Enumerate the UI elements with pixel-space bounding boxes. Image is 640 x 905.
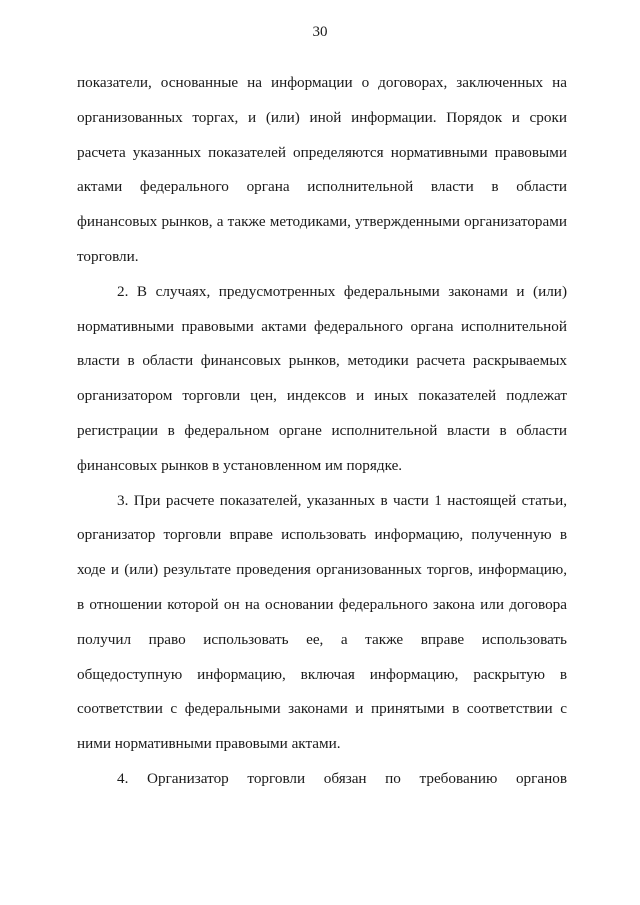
paragraph-item-3 [77, 484, 567, 762]
document-body [77, 66, 567, 797]
paragraph-item-4 [77, 762, 567, 797]
text-line: организованных торгах, и (или) иной информации. Порядок и сроки [77, 108, 567, 126]
paragraph-continuation [77, 66, 567, 275]
text-line: организатор торговли вправе использовать информацию, полученную в [77, 526, 567, 544]
paragraph-item-2 [77, 275, 567, 484]
text-line: показатели, основанные на информации о договорах, заключенных на [77, 74, 567, 91]
text-line: организатором торговли цен, индексов и иных показателей подлежат [77, 387, 567, 405]
page-number: 30 [312, 24, 328, 40]
text-line: расчета указанных показателей определяются нормативными правовыми [77, 143, 567, 161]
text-line: в отношении которой он на основании федерального закона или договора [77, 595, 567, 613]
text-line: финансовых рынков в установленном им порядке. [77, 456, 403, 474]
text-line: общедоступную информацию, включая информацию, раскрытую в [77, 665, 567, 683]
text-line: ходе и (или) результате проведения организованных торгов, информацию, [77, 561, 567, 579]
text-line: соответствии с федеральными законами и принятыми в соответствии с [77, 700, 567, 718]
text-line: нормативными правовыми актами федерального органа исполнительной [77, 317, 567, 335]
text-line: регистрации в федеральном органе исполнительной власти в области [77, 421, 567, 439]
text-line: финансовых рынков, а также методиками, утвержденными организаторами [77, 213, 567, 231]
text-line: торговли. [77, 247, 139, 265]
text-line: 3. При расчете показателей, указанных в части 1 настоящей статьи, [117, 491, 567, 509]
text-line: получил право использовать ее, а также вправе использовать [77, 630, 567, 648]
text-line: 2. В случаях, предусмотренных федеральными законами и (или) [117, 282, 567, 300]
text-line: власти в области финансовых рынков, методики расчета раскрываемых [77, 352, 567, 370]
text-line: 4. Организатор торговли обязан по требованию органов [117, 769, 567, 787]
text-line: актами федерального органа исполнительной власти в области [77, 178, 567, 196]
text-line: ними нормативными правовыми актами. [77, 735, 341, 753]
